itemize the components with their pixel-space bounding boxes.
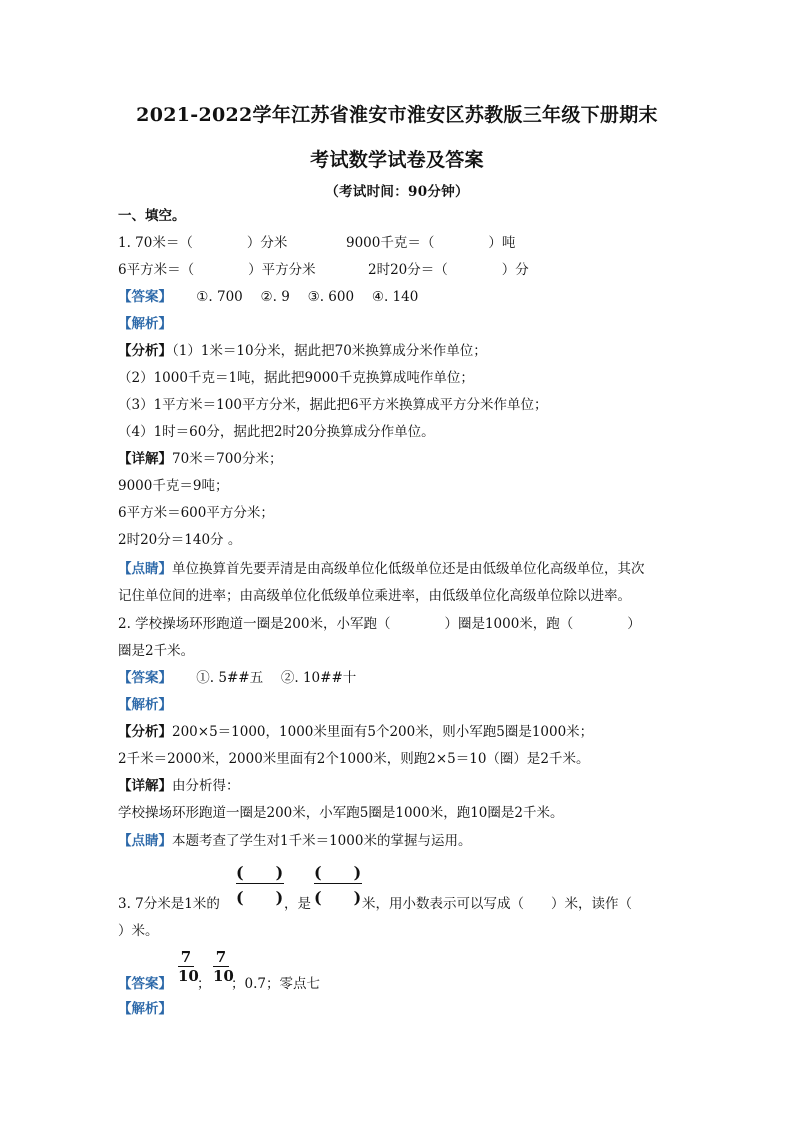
fenxi-tag: 【分析】 <box>118 724 172 740</box>
q2-analysis-tag: 【解析】 <box>118 697 172 713</box>
fenxi-text: 200×5＝1000，1000米里面有5个200米，则小军跑5圈是1000米； <box>172 724 594 740</box>
q2-fenxi1 <box>118 723 593 741</box>
xiangjie-tag: 【详解】 <box>118 451 172 467</box>
q2-answer <box>118 669 356 687</box>
fenxi-text: （1）1米＝10分米，据此把70米换算成分米作单位； <box>172 343 487 359</box>
fraction-numerator: 7 <box>215 948 227 966</box>
answer-text: ①. 5##五 ②. 10##十 <box>196 670 357 686</box>
fraction-numerator: 7 <box>180 948 192 966</box>
q1-line2a: 6平方米＝（ ）平方分米 <box>118 262 316 278</box>
section-heading: 一、填空。 <box>118 208 186 224</box>
q3-answer-tag: 【答案】 <box>118 976 172 992</box>
q1-fenxi4: （4）1时＝60分，据此把2时20分换算成分作单位。 <box>118 424 435 440</box>
q1-line1b: 9000千克＝（ ）吨 <box>346 235 516 251</box>
fraction-bar-2 <box>314 883 362 884</box>
q1-xiangjie2: 9000千克＝9吨； <box>118 478 229 494</box>
answer-tag: 【答案】 <box>118 670 172 686</box>
dianjing-text: 本题考查了学生对1千米＝1000米的掌握与运用。 <box>172 833 472 849</box>
fraction-denominator: 10 <box>178 967 199 985</box>
q2-line1: 2. 学校操场环形跑道一圈是200米，小军跑（ ）圈是1000米，跑（ ） <box>118 616 641 632</box>
answer-rest: ；0.7；零点七 <box>231 976 320 992</box>
dianjing-text: 单位换算首先要弄清是由高级单位化低级单位还是由低级单位化高级单位，其次 <box>172 561 645 577</box>
dianjing-tag: 【点睛】 <box>118 833 172 849</box>
q3-part1: 3. 7分米是1米的 <box>118 896 220 912</box>
q1-xiangjie1 <box>118 450 282 468</box>
answer-fraction-1 <box>178 948 199 985</box>
answer-text: ①. 700 ②. 9 ③. 600 ④. 140 <box>196 289 419 305</box>
q1-dianjing2: 记住单位间的进率；由高级单位化低级单位乘进率，由低级单位化高级单位除以进率。 <box>118 588 631 604</box>
page-title-line2: 考试数学试卷及答案 <box>310 149 484 171</box>
blank-denominator-1: ( ) <box>236 888 284 907</box>
q1-line2b: 2时20分＝（ ）分 <box>368 262 529 278</box>
q2-xiangjie1 <box>118 777 240 795</box>
exam-time: （考试时间：90分钟） <box>325 184 469 200</box>
q1-dianjing1 <box>118 560 645 578</box>
q1-fenxi1 <box>118 342 487 360</box>
q1-line1a: 1. 70米＝（ ）分米 <box>118 235 288 251</box>
q2-line2: 圈是2千米。 <box>118 643 195 659</box>
q1-fenxi2: （2）1000千克＝1吨，据此把9000千克换算成吨作单位； <box>118 370 474 386</box>
dianjing-tag: 【点睛】 <box>118 561 172 577</box>
xiangjie-text: 70米＝700分米； <box>172 451 283 467</box>
xiangjie-text: 由分析得： <box>172 778 240 794</box>
q2-fenxi2: 2千米＝2000米，2000米里面有2个1000米，则跑2×5＝10（圈）是2千米。 <box>118 751 590 767</box>
fraction-bar-1 <box>236 883 284 884</box>
q3-analysis-tag: 【解析】 <box>118 1001 172 1017</box>
q1-fenxi3: （3）1平方米＝100平方分米，据此把6平方米换算成平方分米作单位； <box>118 397 548 413</box>
xiangjie-tag: 【详解】 <box>118 778 172 794</box>
q2-dianjing1 <box>118 832 471 850</box>
blank-numerator-2: ( ) <box>314 863 362 882</box>
q1-answer <box>118 288 418 306</box>
answer-separator: ； <box>197 976 211 992</box>
q3-part2: ，是 <box>284 896 311 912</box>
page-title-line1: 2021-2022学年江苏省淮安市淮安区苏教版三年级下册期末 <box>136 104 658 126</box>
blank-numerator-1: ( ) <box>236 863 284 882</box>
q3-part3: 米，用小数表示可以写成（ ）米，读作（ <box>362 896 632 912</box>
blank-denominator-2: ( ) <box>314 888 362 907</box>
fenxi-tag: 【分析】 <box>118 343 172 359</box>
q1-analysis-tag: 【解析】 <box>118 316 172 332</box>
answer-fraction-2 <box>213 948 234 985</box>
q2-xiangjie2: 学校操场环形跑道一圈是200米，小军跑5圈是1000米，跑10圈是2千米。 <box>118 805 564 821</box>
q3-line2: ）米。 <box>118 923 159 939</box>
fraction-denominator: 10 <box>213 967 234 985</box>
q1-xiangjie4: 2时20分＝140分 。 <box>118 532 242 548</box>
answer-tag: 【答案】 <box>118 289 172 305</box>
q1-xiangjie3: 6平方米＝600平方分米； <box>118 505 274 521</box>
